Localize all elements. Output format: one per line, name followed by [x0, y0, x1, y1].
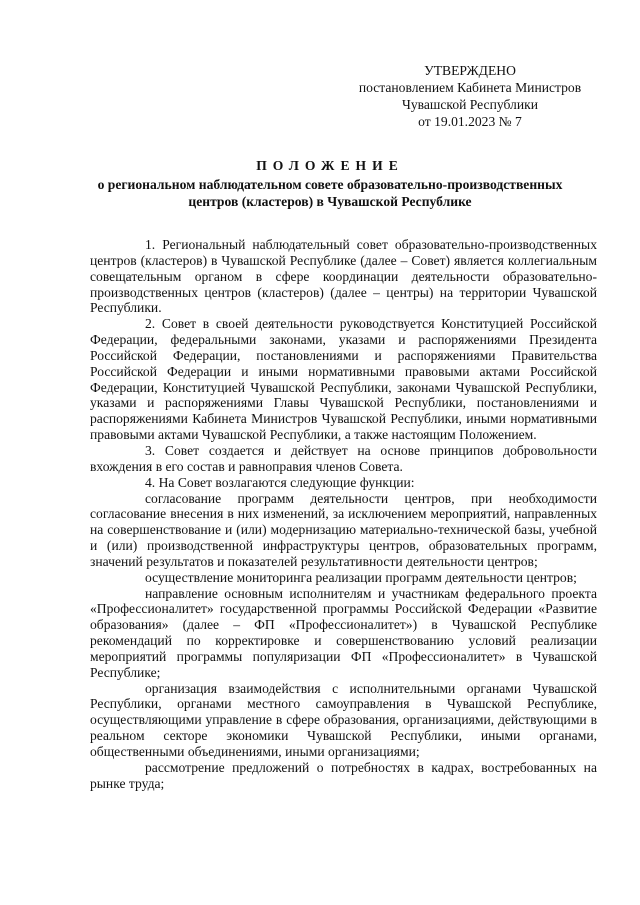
title-main: ПОЛОЖЕНИЕ	[256, 158, 404, 173]
approval-issuer: постановлением Кабинета Министров	[358, 80, 582, 95]
function-item-4: организация взаимодействия с исполнительными органами Чувашской Республики, органами местного самоуправления в Чувашской Республике, осуществляющими управление в сфере образования, организациями, действующими в реальном секторе экономики Чувашской Республики, иными органами, общественными объединениями, иными организациями;	[90, 680, 597, 759]
approval-date-number: от 19.01.2023 № 7	[418, 114, 522, 129]
approval-issuer-region: Чувашской Республики	[402, 97, 538, 112]
title-subtitle-line2: центров (кластеров) в Чувашской Республике	[188, 194, 472, 209]
function-item-3: направление основным исполнителям и участникам федерального проекта «Профессионалитет» государственной программы Российской Федерации «Развитие образования» (далее – ФП «Профессионалитет») в Чувашской Республике рекомендаций по корректировке и совершенствованию условий реализации мероприятий программы популяризации ФП «Профессионалитет» в Чувашской Республике;	[90, 585, 597, 680]
paragraph-3: 3. Совет создается и действует на основе принципов добровольности вхождения в его состав и равноправия членов Совета.	[90, 442, 597, 474]
approval-status: УТВЕРЖДЕНО	[424, 63, 516, 78]
document-title	[90, 157, 570, 210]
paragraph-2: 2. Совет в своей деятельности руководствуется Конституцией Российской Федерации, федеральными законами, указами и распоряжениями Президента Российской Федерации, постановлениями и распоряжениями Правительства Российской Федерации и иными нормативными правовыми актами Российской Федерации, Конституцией Чувашской Республики, законами Чувашской Республики, указами и распоряжениями Главы Чувашской Республики, постановлениями и распоряжениями Кабинета Министров Чувашской Республики, иными нормативными правовыми актами Чувашской Республики, а также настоящим Положением.	[90, 316, 597, 443]
title-subtitle-line1: о региональном наблюдательном совете образовательно-производственных	[97, 177, 563, 192]
function-item-5: рассмотрение предложений о потребностях в кадрах, востребованных на рынке труда;	[90, 759, 597, 791]
document-body	[90, 237, 597, 792]
approval-stamp	[340, 62, 600, 130]
function-item-2: осуществление мониторинга реализации программ деятельности центров;	[145, 569, 577, 585]
paragraph-1: 1. Региональный наблюдательный совет образовательно-производственных центров (кластеров) в Чувашской Республике (далее – Совет) является коллегиальным совещательным органом в сфере координации деятельности образовательно-производственных центров (кластеров) (далее – центры) на территории Чувашской Республики.	[90, 237, 597, 316]
function-item-1: согласование программ деятельности центров, при необходимости согласование внесения в них изменений, за исключением мероприятий, направленных на совершенствование и (или) модернизацию материально-технической базы, учебной и (или) производственной инфраструктуры центров, образовательных программ, значений результатов и показателей результативности деятельности центров;	[90, 490, 597, 569]
paragraph-4: 4. На Совет возлагаются следующие функции:	[145, 474, 415, 490]
